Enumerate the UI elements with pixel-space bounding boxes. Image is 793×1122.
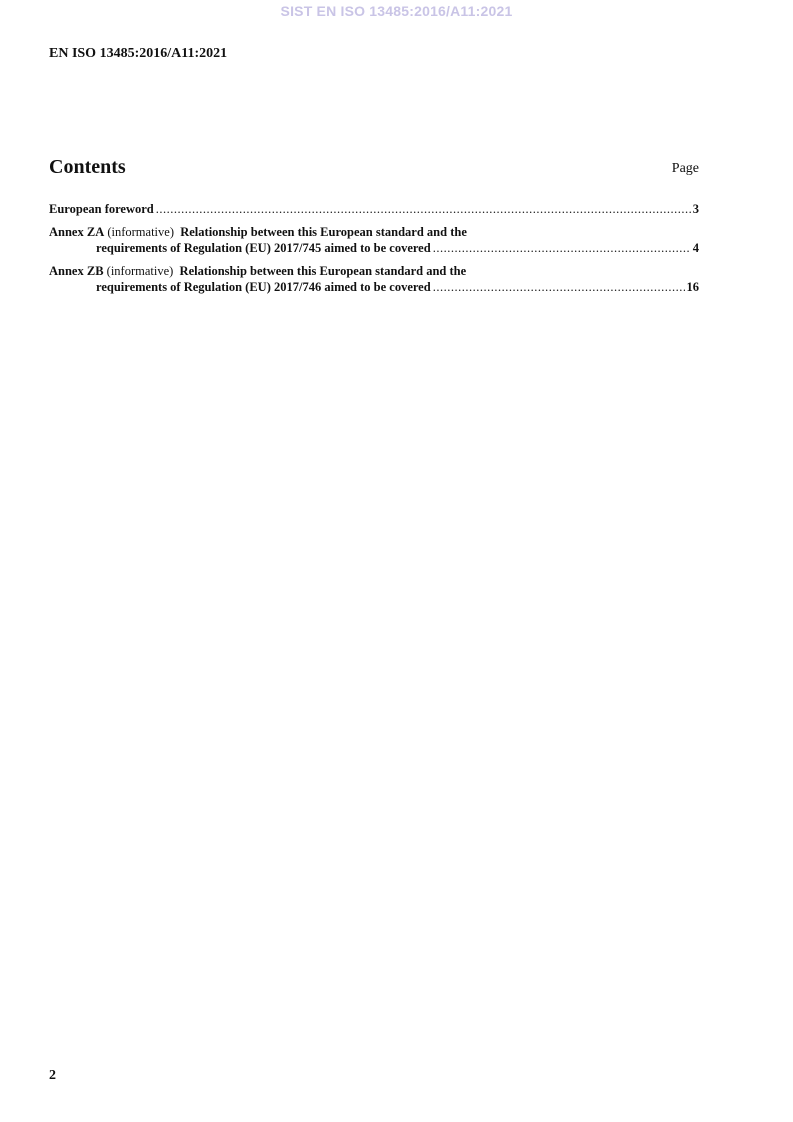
annex-title-line2[interactable]: requirements of Regulation (EU) 2017/746 aimed to be covered	[96, 280, 431, 294]
document-id: EN ISO 13485:2016/A11:2021	[49, 46, 228, 61]
dot-leader	[433, 279, 685, 295]
annex-type: (informative)	[106, 264, 174, 278]
annex-title-line1[interactable]: Relationship between this European standard and the	[179, 264, 467, 278]
annex-title-line1[interactable]: Relationship between this European standard and the	[180, 225, 467, 239]
table-of-contents	[49, 201, 699, 302]
toc-entry-label[interactable]: European foreword	[49, 202, 154, 216]
page-number: 2	[49, 1068, 56, 1083]
dot-leader	[156, 201, 691, 217]
contents-header	[49, 156, 699, 182]
contents-title: Contents	[49, 156, 126, 178]
watermark: SIST EN ISO 13485:2016/A11:2021	[280, 3, 513, 19]
toc-page-number[interactable]: 16	[686, 280, 699, 294]
dot-leader	[433, 240, 691, 256]
toc-entry-european-foreword[interactable]	[49, 201, 699, 217]
annex-label[interactable]: Annex ZB	[49, 264, 104, 278]
annex-title-line2[interactable]: requirements of Regulation (EU) 2017/745 aimed to be covered	[96, 241, 431, 255]
annex-label[interactable]: Annex ZA	[49, 225, 105, 239]
annex-type: (informative)	[107, 225, 174, 239]
page-column-label: Page	[671, 161, 699, 176]
toc-page-number[interactable]: 3	[692, 202, 699, 216]
toc-page-number[interactable]: 4	[692, 241, 699, 255]
toc-entry-annex-za[interactable]	[49, 224, 699, 256]
toc-entry-annex-zb[interactable]	[49, 263, 699, 295]
